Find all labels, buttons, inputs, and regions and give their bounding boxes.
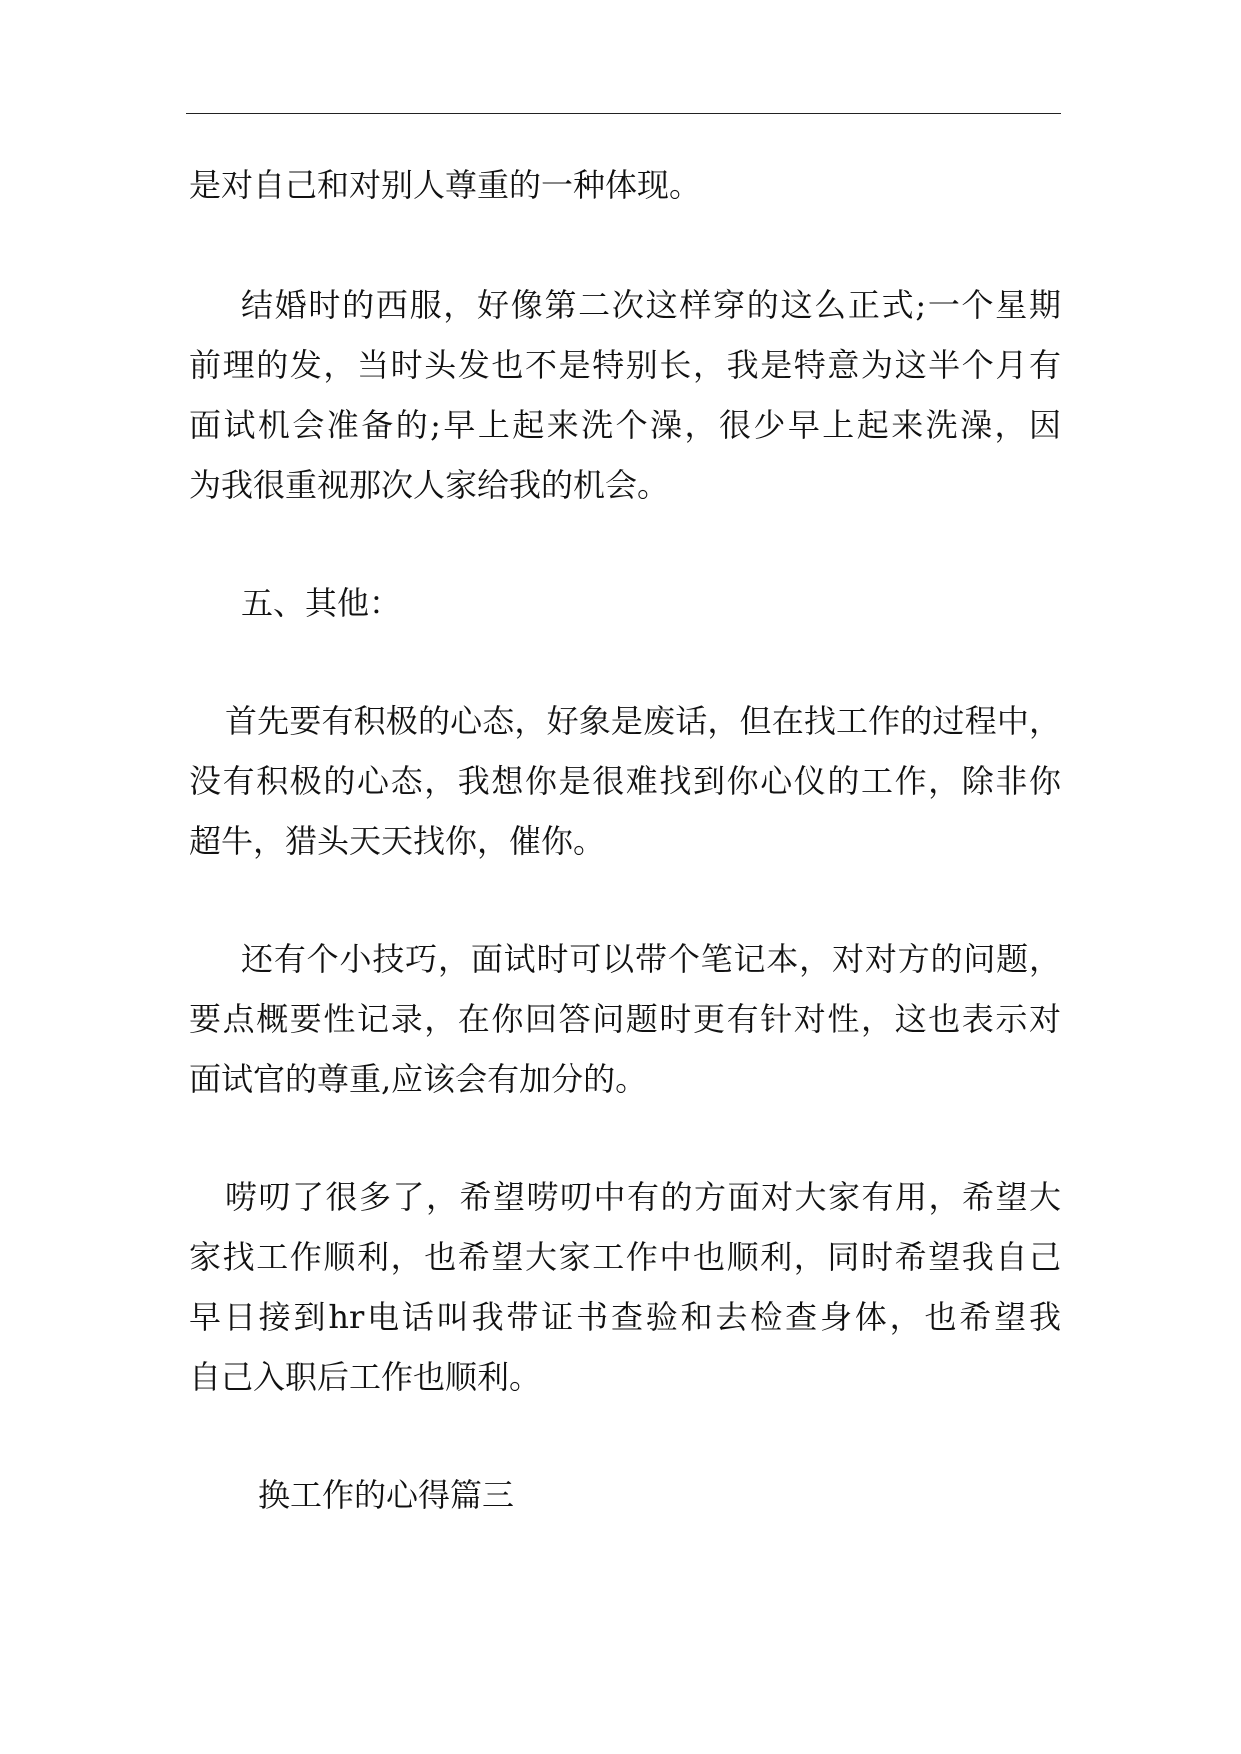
text-line: 早日接到hr电话叫我带证书查验和去检查身体，也希望我 [189,1298,1061,1336]
text-line: 还有个小技巧，面试时可以带个笔记本，对对方的问题， [241,940,1061,978]
text-line: 自己入职后工作也顺利。 [189,1358,542,1396]
section-title: 换工作的心得篇三 [258,1476,515,1514]
text-line: 超牛，猎头天天找你，催你。 [189,822,606,860]
text-line: 前理的发，当时头发也不是特别长，我是特意为这半个月有 [189,346,1061,384]
text-line: 家找工作顺利，也希望大家工作中也顺利，同时希望我自己 [189,1238,1061,1276]
text-line: 唠叨了很多了，希望唠叨中有的方面对大家有用，希望大 [225,1178,1061,1216]
text-line: 没有积极的心态，我想你是很难找到你心仪的工作，除非你 [189,762,1061,800]
text-line: 结婚时的西服，好像第二次这样穿的这么正式;一个星期 [241,286,1061,324]
text-line: 面试机会准备的;早上起来洗个澡，很少早上起来洗澡，因 [189,406,1061,444]
text-line: 首先要有积极的心态，好象是废话，但在找工作的过程中， [225,702,1061,740]
text-line: 为我很重视那次人家给我的机会。 [189,466,670,504]
header-rule [186,113,1061,114]
text-line: 面试官的尊重,应该会有加分的。 [189,1060,648,1098]
text-line: 要点概要性记录，在你回答问题时更有针对性，这也表示对 [189,1000,1061,1038]
section-heading: 五、其他： [241,584,402,622]
text-line: 是对自己和对别人尊重的一种体现。 [189,166,702,204]
